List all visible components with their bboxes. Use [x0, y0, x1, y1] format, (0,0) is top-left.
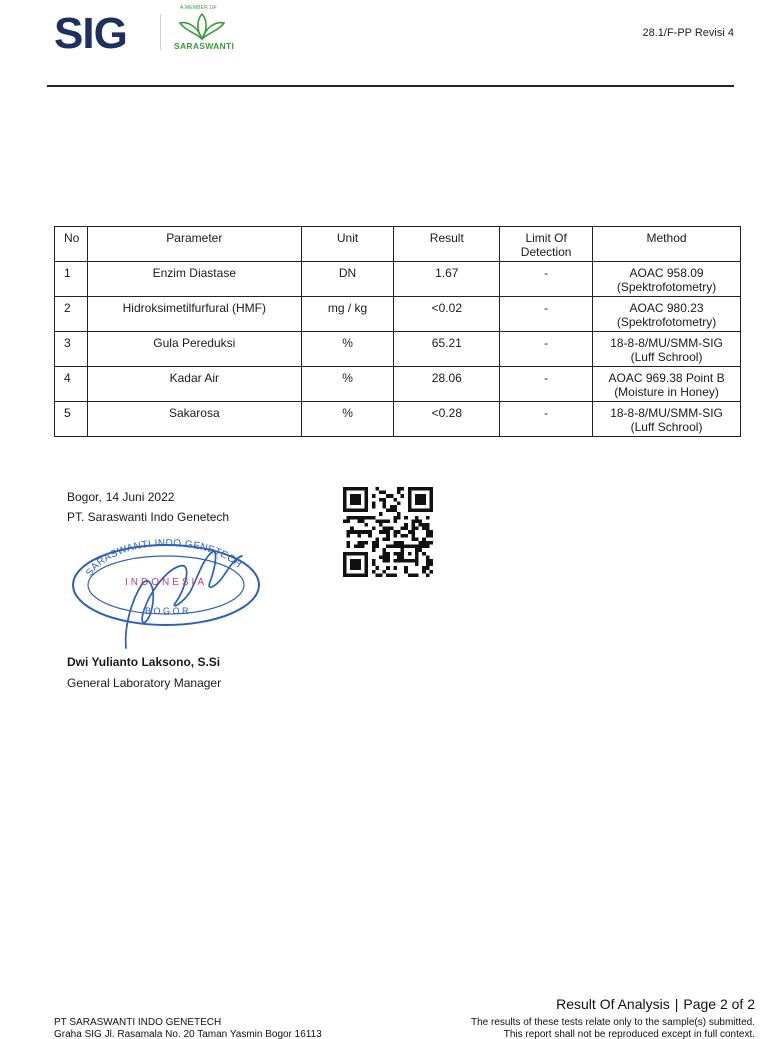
header-lod-line1: Limit Of	[525, 231, 567, 245]
header-no: No	[55, 227, 88, 262]
row-parameter: Kadar Air	[87, 367, 301, 402]
footer-disclaimer-line2: This report shall not be reproduced except in full context.	[503, 1029, 755, 1039]
table-row	[55, 297, 741, 332]
company-stamp-with-signature	[66, 530, 266, 655]
row-parameter: Gula Pereduksi	[87, 332, 301, 367]
sign-place: Bogor,	[67, 490, 102, 504]
row-result: <0.02	[394, 297, 500, 332]
member-of-label: A MEMBER OF	[180, 5, 217, 11]
row-lod: -	[500, 402, 593, 437]
row-lod: -	[500, 332, 593, 367]
signer-title: General Laboratory Manager	[67, 676, 222, 690]
row-method-line1: 18-8-8/MU/SMM-SIG	[610, 406, 723, 420]
row-no: 3	[55, 332, 88, 367]
signer-name: Dwi Yulianto Laksono, S.Si	[67, 655, 221, 669]
row-no: 1	[55, 262, 88, 297]
report-title: Result Of Analysis	[556, 996, 670, 1012]
saraswanti-leaf-icon	[176, 11, 228, 41]
analysis-results-table	[54, 226, 741, 437]
table-row	[55, 367, 741, 402]
row-parameter: Hidroksimetilfurfural (HMF)	[87, 297, 301, 332]
table-row	[55, 332, 741, 367]
logo-divider	[160, 14, 161, 50]
sig-logo	[54, 10, 144, 54]
header-parameter: Parameter	[87, 227, 301, 262]
row-method-line2: (Luff Schrool)	[630, 350, 703, 364]
header-method: Method	[593, 227, 741, 262]
header-limit-of-detection	[500, 227, 593, 262]
footer-address: Graha SIG Jl. Rasamala No. 20 Taman Yasmin Bogor 16113	[54, 1029, 322, 1039]
row-unit: mg / kg	[301, 297, 394, 332]
row-method	[593, 262, 741, 297]
row-method	[593, 367, 741, 402]
row-result: 28.06	[394, 367, 500, 402]
row-method-line1: AOAC 980.23	[629, 301, 704, 315]
row-method-line2: (Moisture in Honey)	[614, 385, 719, 399]
table-row	[55, 402, 741, 437]
row-unit: %	[301, 332, 394, 367]
stamp-bottom-text: BOGOR	[144, 606, 192, 616]
row-method	[593, 402, 741, 437]
footer-disclaimer-line1: The results of these tests relate only to the sample(s) submitted.	[470, 1017, 755, 1028]
signature-block	[67, 487, 229, 527]
row-method-line2: (Luff Schrool)	[630, 420, 703, 434]
table-row	[55, 262, 741, 297]
table-header-row	[55, 227, 741, 262]
row-method	[593, 297, 741, 332]
row-method-line1: 18-8-8/MU/SMM-SIG	[610, 336, 723, 350]
verification-qr-code	[343, 487, 433, 577]
row-unit: DN	[301, 262, 394, 297]
row-lod: -	[500, 367, 593, 402]
header-result: Result	[394, 227, 500, 262]
row-result: <0.28	[394, 402, 500, 437]
row-lod: -	[500, 262, 593, 297]
row-parameter: Sakarosa	[87, 402, 301, 437]
row-unit: %	[301, 367, 394, 402]
row-no: 5	[55, 402, 88, 437]
sign-date-line	[67, 487, 229, 507]
saraswanti-logo-text: SARASWANTI	[174, 41, 235, 51]
row-no: 4	[55, 367, 88, 402]
row-lod: -	[500, 297, 593, 332]
page-indicator: Page 2 of 2	[683, 996, 755, 1012]
row-parameter: Enzim Diastase	[87, 262, 301, 297]
row-method-line1: AOAC 969.38 Point B	[608, 371, 725, 385]
row-method-line2: (Spektrofotometry)	[616, 280, 717, 294]
document-code: 28.1/F-PP Revisi 4	[642, 27, 734, 39]
document-header	[0, 0, 768, 90]
row-method-line2: (Spektrofotometry)	[616, 315, 717, 329]
stamp-top-text: SARASWANTI INDO GENETECH	[84, 537, 244, 579]
footer-company-name: PT SARASWANTI INDO GENETECH	[54, 1017, 222, 1028]
row-no: 2	[55, 297, 88, 332]
footer-report-title	[556, 996, 755, 1012]
row-result: 1.67	[394, 262, 500, 297]
stamp-middle-text: INDONESIA	[124, 577, 208, 588]
row-result: 65.21	[394, 332, 500, 367]
sign-date: 14 Juni 2022	[105, 490, 175, 504]
header-lod-line2: Detection	[520, 245, 572, 259]
header-divider	[47, 85, 734, 87]
row-method	[593, 332, 741, 367]
sig-logo-text: SIG	[54, 10, 127, 54]
header-unit: Unit	[301, 227, 394, 262]
sign-company: PT. Saraswanti Indo Genetech	[67, 510, 230, 524]
row-method-line1: AOAC 958.09	[629, 266, 704, 280]
row-unit: %	[301, 402, 394, 437]
title-separator: |	[674, 996, 679, 1012]
